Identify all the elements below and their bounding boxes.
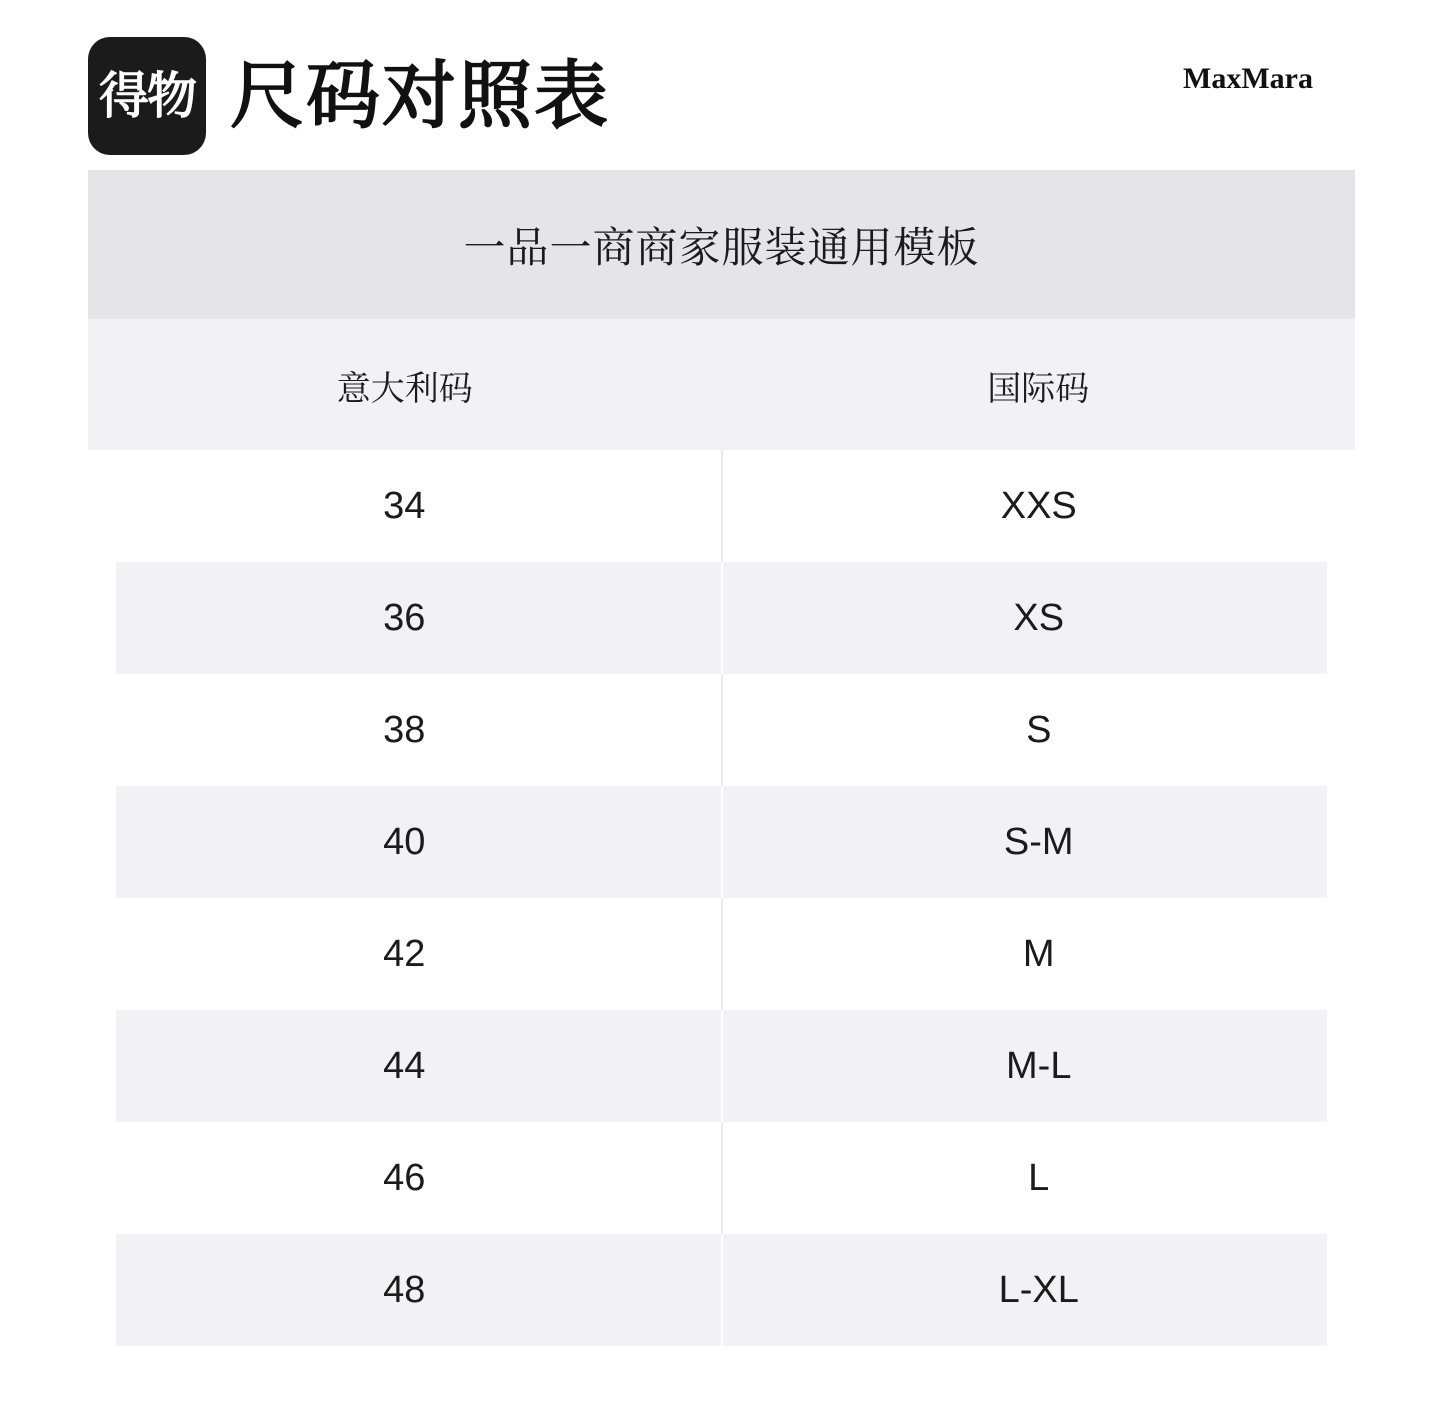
size-table [88,319,1355,1346]
table-row [88,562,1355,674]
table-caption: 一品一商商家服装通用模板 [88,170,1355,319]
table-body [88,450,1355,1346]
brand-name: MaxMara [1183,62,1313,95]
cell-italian-size: 44 [88,1010,722,1122]
cell-italian-size: 48 [88,1234,722,1346]
cell-international-size: XXS [722,450,1356,562]
table-row [88,450,1355,562]
cell-international-size: M [722,898,1356,1010]
cell-international-size: M-L [722,1010,1356,1122]
brand-logo-badge [88,37,206,155]
page-title: 尺码对照表 [230,54,610,137]
size-table-container [88,170,1355,1346]
cell-italian-size: 46 [88,1122,722,1234]
table-head [88,319,1355,450]
table-row [88,898,1355,1010]
cell-international-size: S [722,674,1356,786]
cell-international-size: L-XL [722,1234,1356,1346]
table-row [88,674,1355,786]
column-header-italian-size: 意大利码 [88,319,722,450]
cell-italian-size: 40 [88,786,722,898]
cell-international-size: L [722,1122,1356,1234]
logo-text: 得物 [99,67,195,125]
cell-italian-size: 36 [88,562,722,674]
table-row [88,786,1355,898]
table-row [88,1010,1355,1122]
cell-international-size: XS [722,562,1356,674]
column-header-international-size: 国际码 [722,319,1356,450]
cell-italian-size: 38 [88,674,722,786]
page-header [0,0,1443,170]
table-row [88,1122,1355,1234]
cell-international-size: S-M [722,786,1356,898]
cell-italian-size: 42 [88,898,722,1010]
table-row [88,1234,1355,1346]
cell-italian-size: 34 [88,450,722,562]
table-header-row [88,319,1355,450]
